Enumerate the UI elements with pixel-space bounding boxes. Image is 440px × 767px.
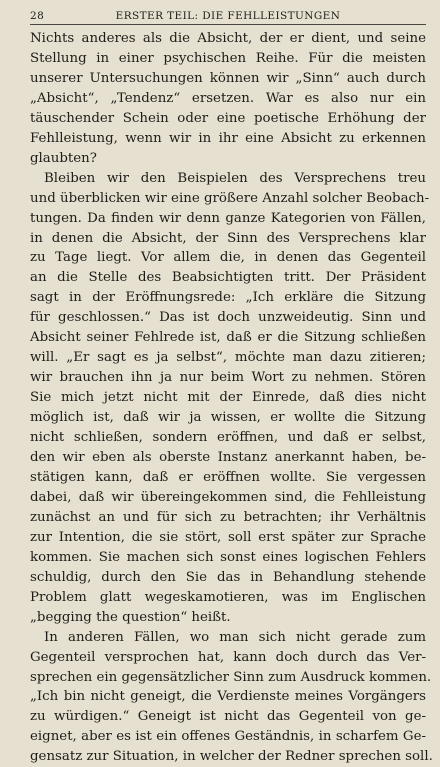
text-line: eignet, aber es ist ein offenes Geständnis, in scharfem Ge- bbox=[30, 729, 426, 745]
text-line: sagt in der Eröffnungsrede: „Ich erkläre die Sitzung bbox=[30, 290, 426, 306]
text-line: „Absicht“, „Tendenz“ ersetzen. War es also nur ein bbox=[30, 90, 426, 106]
running-title: ERSTER TEIL: DIE FEHLLEISTUNGEN bbox=[115, 10, 341, 22]
text-line: dabei, daß wir übereingekommen sind, die Fehlleistung bbox=[30, 489, 426, 505]
text-line: unserer Untersuchungen können wir „Sinn“ auch durch bbox=[30, 70, 426, 86]
text-line: gensatz zur Situation, in welcher der Redner sprechen soll. bbox=[30, 749, 433, 765]
text-line: glaubten? bbox=[30, 150, 97, 166]
text-line: nicht schließen, sondern eröffnen, und daß er selbst, bbox=[30, 430, 426, 446]
text-line: zu Tage liegt. Vor allem die, in denen das Gegenteil bbox=[30, 250, 426, 266]
text-line: Nichts anderes als die Absicht, der er dient, und seine bbox=[30, 31, 426, 46]
text-line: Gegenteil versprochen hat, kann doch durch das Ver- bbox=[30, 649, 426, 665]
text-line: „begging the question“ heißt. bbox=[30, 609, 231, 625]
text-line: wir brauchen ihn ja nur beim Wort zu nehmen. Stören bbox=[30, 370, 426, 386]
text-line: stätigen kann, daß er eröffnen wollte. Sie vergessen bbox=[30, 469, 426, 485]
body-text bbox=[30, 29, 433, 767]
running-header bbox=[30, 10, 426, 25]
text-line: Problem glatt wegeskamotieren, was im Englischen bbox=[30, 589, 426, 605]
text-line: Absicht seiner Fehlrede ist, daß er die Sitzung schließen bbox=[30, 330, 426, 346]
text-line: für geschlossen.“ Das ist doch unzweideutig. Sinn und bbox=[30, 310, 426, 326]
text-line: kommen. Sie machen sich sonst eines logischen Fehlers bbox=[30, 549, 426, 565]
text-line: möglich ist, daß wir ja wissen, er wollte die Sitzung bbox=[30, 410, 426, 426]
text-line: täuschender Schein oder eine poetische Erhöhung der bbox=[30, 110, 426, 126]
text-line: sprechen ein gegensätzlicher Sinn zum Ausdruck kommen. bbox=[30, 669, 432, 685]
text-line: schuldig, durch den Sie das in Behandlung stehende bbox=[30, 569, 426, 585]
text-line: und überblicken wir eine größere Anzahl solcher Beobach- bbox=[30, 190, 430, 206]
text-line: tungen. Da finden wir denn ganze Kategorien von Fällen, bbox=[30, 210, 426, 226]
text-line: „Ich bin nicht geneigt, die Verdienste meines Vorgängers bbox=[30, 689, 426, 705]
text-line: Bleiben wir den Beispielen des Versprechens treu bbox=[44, 170, 426, 186]
text-line: den wir eben als oberste Instanz anerkannt haben, be- bbox=[30, 450, 426, 466]
page-number: 28 bbox=[30, 10, 45, 22]
text-line: Stellung in einer psychischen Reihe. Für die meisten bbox=[30, 50, 426, 66]
text-line: zunächst an und für sich zu betrachten; ihr Verhältnis bbox=[30, 509, 426, 525]
text-line: Sie mich jetzt nicht mit der Einrede, daß dies nicht bbox=[30, 390, 426, 406]
text-line: zur Intention, die sie stört, soll erst später zur Sprache bbox=[30, 529, 426, 545]
text-line: in denen die Absicht, der Sinn des Versprechens klar bbox=[30, 230, 426, 246]
text-line: zu würdigen.“ Geneigt ist nicht das Gegenteil von ge- bbox=[30, 709, 426, 725]
text-line: In anderen Fällen, wo man sich nicht gerade zum bbox=[44, 629, 426, 645]
text-line: Fehlleistung, wenn wir in ihr eine Absicht zu erkennen bbox=[30, 130, 426, 146]
text-line: an die Stelle des Beabsichtigten tritt. Der Präsident bbox=[30, 270, 426, 286]
text-line: will. „Er sagt es ja selbst“, möchte man dazu zitieren; bbox=[30, 350, 426, 366]
